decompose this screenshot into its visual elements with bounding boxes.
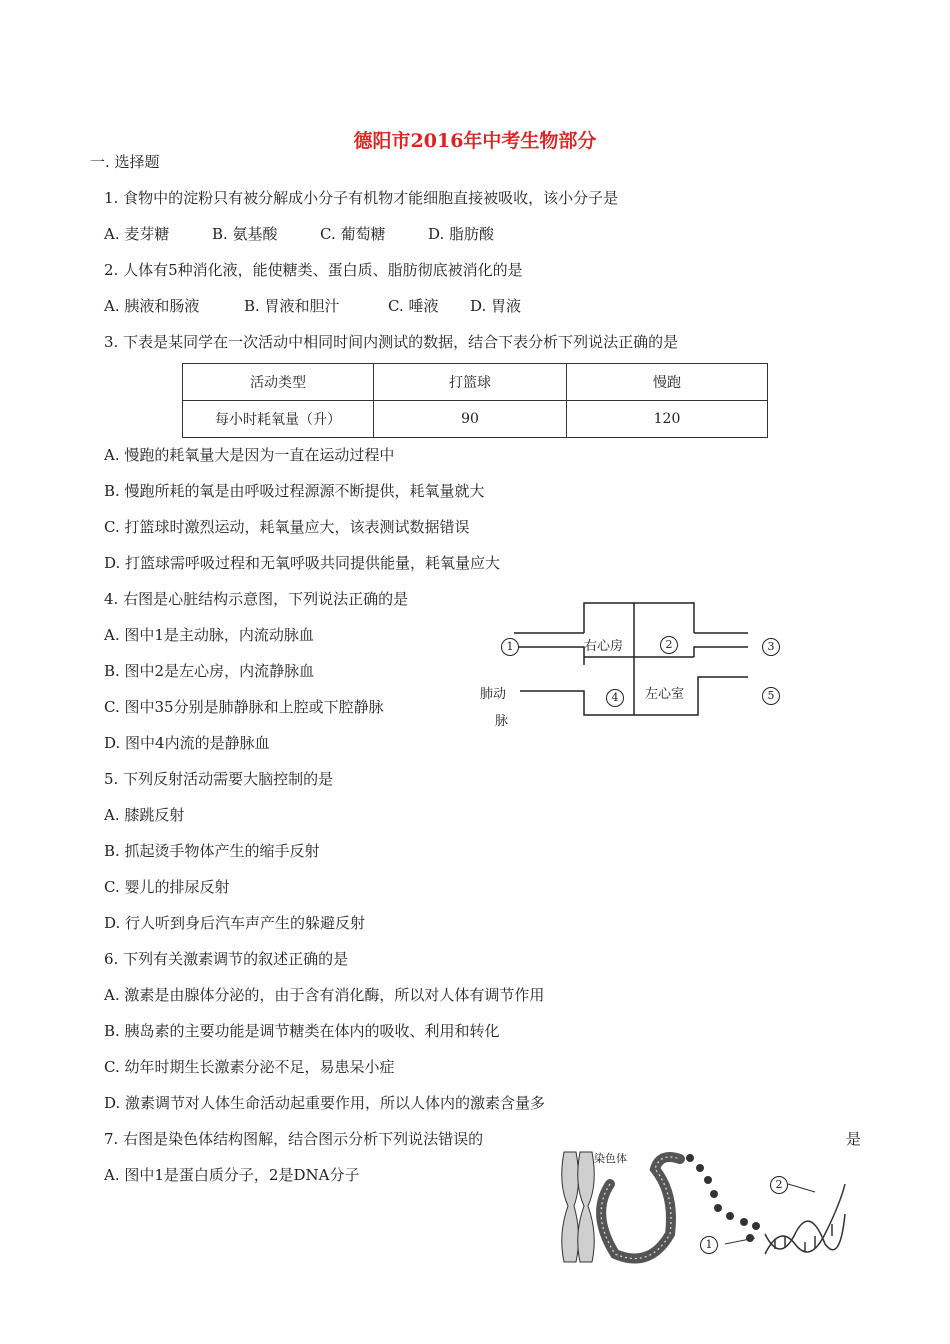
question-4-stem: 4. 右图是心脏结构示意图，下列说法正确的是 <box>104 590 409 608</box>
question-7-stem: 7. 右图是染色体结构图解，结合图示分析下列说法错误的 <box>104 1130 484 1148</box>
label-circle-3: 3 <box>762 638 780 656</box>
q1-option-d: D. 脂肪酸 <box>428 225 495 243</box>
table-header-cell: 活动类型 <box>183 364 374 401</box>
question-2-stem: 2. 人体有5种消化液，能使糖类、蛋白质、脂肪彻底被消化的是 <box>104 261 523 279</box>
q2-option-a: A. 胰液和肠液 <box>104 297 200 315</box>
q4-option-c: C. 图中35分别是肺静脉和上腔或下腔静脉 <box>104 698 384 716</box>
page-title: 德阳市2016年中考生物部分 <box>353 130 597 152</box>
table-header-row <box>183 364 768 401</box>
heart-outline <box>470 595 780 725</box>
q2-option-d: D. 胃液 <box>470 297 522 315</box>
q6-option-b: B. 胰岛素的主要功能是调节糖类在体内的吸收、利用和转化 <box>104 1022 500 1040</box>
question-6-stem: 6. 下列有关激素调节的叙述正确的是 <box>104 950 349 968</box>
q5-option-b: B. 抓起烫手物体产生的缩手反射 <box>104 842 320 860</box>
table-header-cell: 打篮球 <box>374 364 567 401</box>
q4-option-a: A. 图中1是主动脉，内流动脉血 <box>104 626 314 644</box>
q6-option-a: A. 激素是由腺体分泌的，由于含有消化酶，所以对人体有调节作用 <box>104 986 545 1004</box>
right-atrium-label: 右心房 <box>584 639 624 654</box>
question-7-stem-tail: 是 <box>846 1130 862 1148</box>
q6-option-c: C. 幼年时期生长激素分泌不足，易患呆小症 <box>104 1058 395 1076</box>
oxygen-consumption-table <box>182 363 768 438</box>
chromosome-label: 染色体 <box>594 1152 627 1165</box>
q1-option-c: C. 葡萄糖 <box>320 225 386 243</box>
q5-option-c: C. 婴儿的排尿反射 <box>104 878 230 896</box>
q5-option-d: D. 行人听到身后汽车声产生的躲避反射 <box>104 914 366 932</box>
table-cell: 120 <box>567 401 768 438</box>
question-1-stem: 1. 食物中的淀粉只有被分解成小分子有机物才能细胞直接被吸收，该小分子是 <box>104 189 619 207</box>
q3-option-c: C. 打篮球时激烈运动，耗氧量应大，该表测试数据错误 <box>104 518 470 536</box>
pulmonary-artery-label: 肺动 <box>480 687 507 702</box>
q7-option-a: A. 图中1是蛋白质分子，2是DNA分子 <box>104 1166 360 1184</box>
question-3-stem: 3. 下表是某同学在一次活动中相同时间内测试的数据，结合下表分析下列说法正确的是 <box>104 333 679 351</box>
q2-option-c: C. 唾液 <box>388 297 439 315</box>
q3-option-a: A. 慢跑的耗氧量大是因为一直在运动过程中 <box>104 446 395 464</box>
left-ventricle-label: 左心室 <box>645 687 685 702</box>
q3-option-b: B. 慢跑所耗的氧是由呼吸过程源源不断提供，耗氧量就大 <box>104 482 485 500</box>
section-heading: 一. 选择题 <box>90 153 160 171</box>
q4-option-d: D. 图中4内流的是静脉血 <box>104 734 270 752</box>
label-circle-1: 1 <box>700 1236 718 1254</box>
label-circle-2: 2 <box>660 636 678 654</box>
q5-option-a: A. 膝跳反射 <box>104 806 185 824</box>
label-circle-1: 1 <box>501 638 519 656</box>
q1-option-b: B. 氨基酸 <box>212 225 278 243</box>
table-row <box>183 401 768 438</box>
table-cell: 90 <box>374 401 567 438</box>
q2-option-b: B. 胃液和胆汁 <box>244 297 340 315</box>
q3-option-d: D. 打篮球需呼吸过程和无氧呼吸共同提供能量，耗氧量应大 <box>104 554 501 572</box>
question-5-stem: 5. 下列反射活动需要大脑控制的是 <box>104 770 334 788</box>
label-circle-5: 5 <box>762 687 780 705</box>
q6-option-d: D. 激素调节对人体生命活动起重要作用，所以人体内的激素含量多 <box>104 1094 546 1112</box>
label-circle-2: 2 <box>770 1176 788 1194</box>
table-cell: 每小时耗氧量（升） <box>183 401 374 438</box>
table-header-cell: 慢跑 <box>567 364 768 401</box>
pulmonary-artery-label-2: 脉 <box>495 714 509 729</box>
q1-option-a: A. 麦芽糖 <box>104 225 170 243</box>
label-circle-4: 4 <box>606 689 624 707</box>
q4-option-b: B. 图中2是左心房，内流静脉血 <box>104 662 315 680</box>
